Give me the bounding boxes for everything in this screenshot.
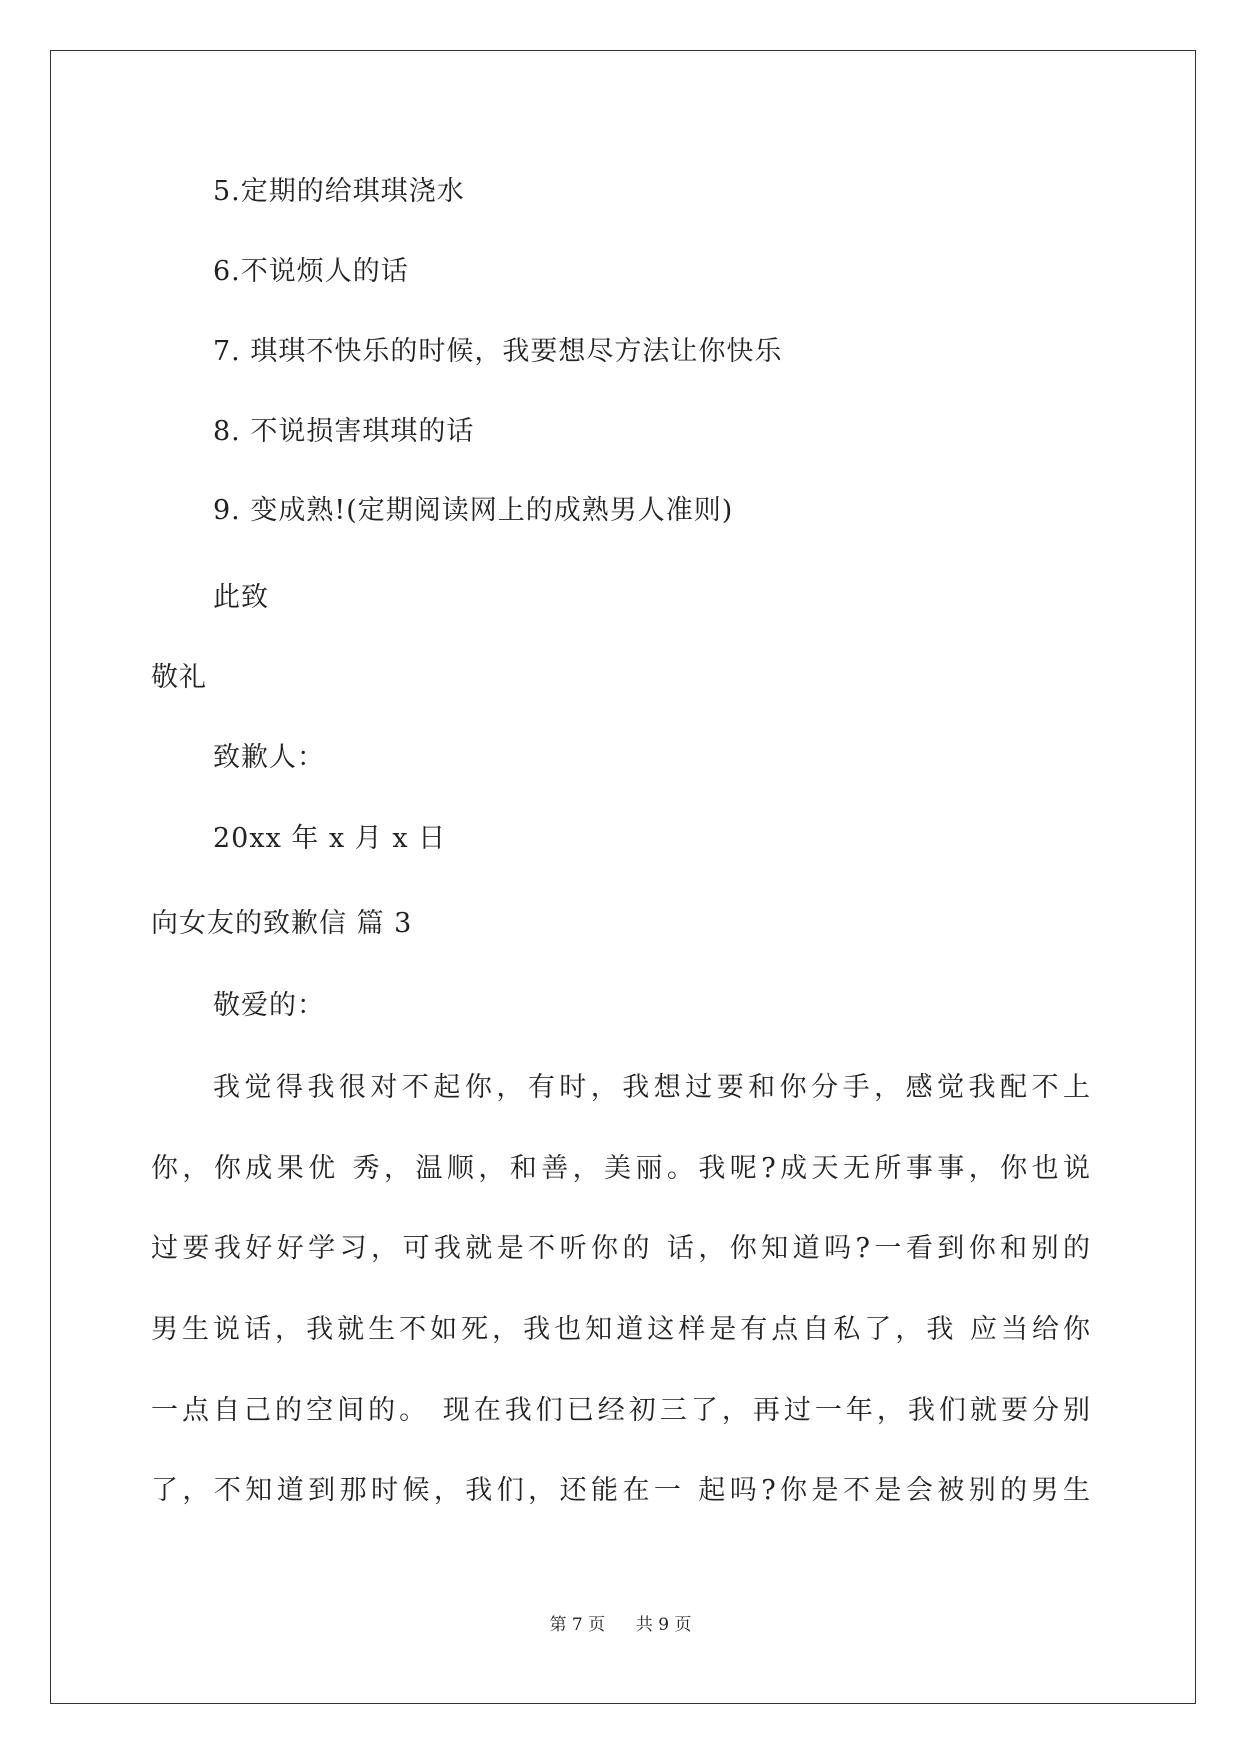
list-item-9: 9. 变成熟!(定期阅读网上的成熟男人准则) (213, 495, 734, 526)
salutation-text: 敬礼 (151, 662, 207, 693)
body-line: 了，不知道到那时候，我们，还能在一 起吗?你是不是会被别的男生 (151, 1475, 1091, 1506)
body-line: 男生说话，我就生不如死，我也知道这样是有点自私了，我 应当给你 (151, 1314, 1091, 1345)
page-number: 第 7 页 (549, 1615, 606, 1635)
list-item-5: 5.定期的给琪琪浇水 (213, 176, 465, 207)
list-item-7: 7. 琪琪不快乐的时候，我要想尽方法让你快乐 (213, 336, 783, 367)
body-line: 过要我好好学习，可我就是不听你的 话，你知道吗?一看到你和别的 (151, 1233, 1091, 1264)
section-title: 向女友的致歉信 篇 3 (151, 908, 413, 939)
letter-greeting: 敬爱的： (213, 990, 325, 1021)
page-border (50, 50, 1196, 1704)
body-line: 我觉得我很对不起你，有时，我想过要和你分手，感觉我配不上 (213, 1072, 1091, 1103)
closing-text: 此致 (213, 582, 269, 613)
page-footer (0, 1614, 1241, 1636)
body-line: 你，你成果优 秀，温顺，和善，美丽。我呢?成天无所事事，你也说 (151, 1153, 1091, 1184)
page-total: 共 9 页 (635, 1615, 692, 1635)
body-line: 一点自己的空间的。 现在我们已经初三了，再过一年，我们就要分别 (151, 1395, 1091, 1426)
signer-label: 致歉人： (213, 742, 325, 773)
letter-date: 20xx 年 x 月 x 日 (213, 823, 447, 854)
list-item-8: 8. 不说损害琪琪的话 (213, 416, 475, 447)
list-item-6: 6.不说烦人的话 (213, 256, 409, 287)
